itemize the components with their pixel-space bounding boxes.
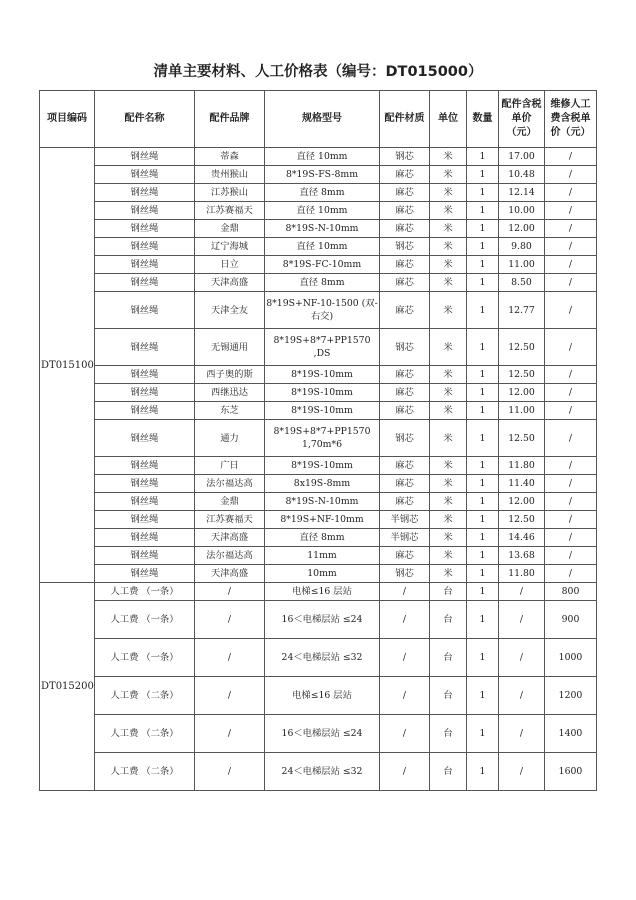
part-name-cell: 钢丝绳	[95, 565, 195, 583]
header-part-name: 配件名称	[95, 91, 195, 148]
table-row	[40, 639, 597, 677]
header-labor-price: 维修人工费含税单价（元）	[545, 91, 597, 148]
material-cell: 钢芯	[380, 148, 430, 166]
brand-cell: 西子奥的斯	[195, 366, 265, 384]
part-name-cell: 钢丝绳	[95, 184, 195, 202]
table-row	[40, 184, 597, 202]
unit-cell: 米	[430, 493, 467, 511]
table-body	[40, 148, 597, 791]
spec-cell: 16＜电梯层站 ≤24	[265, 601, 380, 639]
part-price-cell: /	[499, 601, 545, 639]
qty-cell: 1	[467, 511, 499, 529]
qty-cell: 1	[467, 547, 499, 565]
labor-price-cell: /	[545, 475, 597, 493]
unit-cell: 米	[430, 148, 467, 166]
qty-cell: 1	[467, 184, 499, 202]
part-name-cell: 钢丝绳	[95, 547, 195, 565]
table-row	[40, 529, 597, 547]
spec-cell: 直径 8mm	[265, 184, 380, 202]
brand-cell: 法尔福达高	[195, 475, 265, 493]
unit-cell: 米	[430, 202, 467, 220]
brand-cell: 无锡通用	[195, 329, 265, 366]
unit-cell: 米	[430, 420, 467, 457]
brand-cell: 天津全友	[195, 292, 265, 329]
spec-cell: 8*19S-N-10mm	[265, 493, 380, 511]
labor-price-cell: /	[545, 329, 597, 366]
header-unit: 单位	[430, 91, 467, 148]
part-name-cell: 钢丝绳	[95, 457, 195, 475]
labor-price-cell: /	[545, 202, 597, 220]
labor-price-cell: /	[545, 166, 597, 184]
spec-cell: 8x19S-8mm	[265, 475, 380, 493]
unit-cell: 米	[430, 274, 467, 292]
brand-cell: 金鼎	[195, 493, 265, 511]
part-name-cell: 钢丝绳	[95, 202, 195, 220]
brand-cell: 金鼎	[195, 220, 265, 238]
part-price-cell: 11.00	[499, 402, 545, 420]
qty-cell: 1	[467, 366, 499, 384]
part-name-cell: 钢丝绳	[95, 148, 195, 166]
unit-cell: 台	[430, 601, 467, 639]
qty-cell: 1	[467, 475, 499, 493]
brand-cell: /	[195, 639, 265, 677]
spec-cell: 8*19S+NF-10mm	[265, 511, 380, 529]
labor-price-cell: /	[545, 457, 597, 475]
part-name-cell: 钢丝绳	[95, 329, 195, 366]
material-cell: 麻芯	[380, 475, 430, 493]
table-row	[40, 402, 597, 420]
part-name-cell: 钢丝绳	[95, 420, 195, 457]
brand-cell: 蒂森	[195, 148, 265, 166]
labor-price-cell: /	[545, 384, 597, 402]
material-cell: 麻芯	[380, 184, 430, 202]
spec-cell: 24＜电梯层站 ≤32	[265, 639, 380, 677]
part-price-cell: 12.50	[499, 366, 545, 384]
unit-cell: 台	[430, 715, 467, 753]
part-name-cell: 钢丝绳	[95, 220, 195, 238]
material-cell: /	[380, 639, 430, 677]
unit-cell: 米	[430, 184, 467, 202]
item-code-cell: DT015100	[40, 148, 95, 583]
unit-cell: 米	[430, 220, 467, 238]
table-row	[40, 256, 597, 274]
material-cell: 麻芯	[380, 402, 430, 420]
unit-cell: 米	[430, 366, 467, 384]
unit-cell: 米	[430, 166, 467, 184]
spec-cell: 8*19S+NF-10-1500 (双-右交)	[265, 292, 380, 329]
labor-price-cell: /	[545, 256, 597, 274]
material-cell: 麻芯	[380, 457, 430, 475]
part-name-cell: 钢丝绳	[95, 256, 195, 274]
brand-cell: 辽宁海城	[195, 238, 265, 256]
table-row	[40, 547, 597, 565]
qty-cell: 1	[467, 420, 499, 457]
qty-cell: 1	[467, 148, 499, 166]
qty-cell: 1	[467, 274, 499, 292]
labor-price-cell: /	[545, 238, 597, 256]
header-material: 配件材质	[380, 91, 430, 148]
unit-cell: 台	[430, 677, 467, 715]
material-cell: 钢芯	[380, 238, 430, 256]
labor-price-cell: /	[545, 274, 597, 292]
labor-price-cell: /	[545, 366, 597, 384]
brand-cell: 西继迅达	[195, 384, 265, 402]
brand-cell: /	[195, 677, 265, 715]
part-name-cell: 人工费 （一条）	[95, 639, 195, 677]
table-row	[40, 511, 597, 529]
spec-cell: 电梯≤16 层站	[265, 583, 380, 601]
unit-cell: 米	[430, 292, 467, 329]
spec-cell: 8*19S+8*7+PP1570 1,70m*6	[265, 420, 380, 457]
material-cell: 麻芯	[380, 274, 430, 292]
labor-price-cell: /	[545, 292, 597, 329]
unit-cell: 米	[430, 475, 467, 493]
spec-cell: 直径 8mm	[265, 274, 380, 292]
material-cell: 麻芯	[380, 292, 430, 329]
material-cell: 麻芯	[380, 366, 430, 384]
spec-cell: 电梯≤16 层站	[265, 677, 380, 715]
part-name-cell: 钢丝绳	[95, 493, 195, 511]
spec-cell: 直径 10mm	[265, 148, 380, 166]
brand-cell: 法尔福达高	[195, 547, 265, 565]
unit-cell: 米	[430, 457, 467, 475]
part-price-cell: 11.00	[499, 256, 545, 274]
table-row	[40, 457, 597, 475]
labor-price-cell: /	[545, 148, 597, 166]
qty-cell: 1	[467, 715, 499, 753]
brand-cell: 东芝	[195, 402, 265, 420]
brand-cell: /	[195, 715, 265, 753]
brand-cell: 广日	[195, 457, 265, 475]
part-price-cell: 12.00	[499, 384, 545, 402]
qty-cell: 1	[467, 329, 499, 366]
qty-cell: 1	[467, 238, 499, 256]
material-cell: 麻芯	[380, 166, 430, 184]
part-name-cell: 钢丝绳	[95, 402, 195, 420]
labor-price-cell: /	[545, 547, 597, 565]
qty-cell: 1	[467, 601, 499, 639]
part-name-cell: 钢丝绳	[95, 529, 195, 547]
qty-cell: 1	[467, 457, 499, 475]
part-name-cell: 钢丝绳	[95, 238, 195, 256]
qty-cell: 1	[467, 493, 499, 511]
labor-price-cell: /	[545, 493, 597, 511]
part-name-cell: 人工费 （一条）	[95, 583, 195, 601]
spec-cell: 8*19S-10mm	[265, 457, 380, 475]
part-name-cell: 人工费 （二条）	[95, 715, 195, 753]
part-price-cell: /	[499, 583, 545, 601]
unit-cell: 米	[430, 329, 467, 366]
qty-cell: 1	[467, 384, 499, 402]
part-name-cell: 钢丝绳	[95, 274, 195, 292]
brand-cell: /	[195, 583, 265, 601]
part-name-cell: 钢丝绳	[95, 292, 195, 329]
labor-price-cell: 1400	[545, 715, 597, 753]
qty-cell: 1	[467, 677, 499, 715]
material-cell: 钢芯	[380, 565, 430, 583]
labor-price-cell: /	[545, 529, 597, 547]
table-row	[40, 565, 597, 583]
part-name-cell: 人工费 （二条）	[95, 753, 195, 791]
spec-cell: 11mm	[265, 547, 380, 565]
spec-cell: 8*19S+8*7+PP1570 ,DS	[265, 329, 380, 366]
qty-cell: 1	[467, 529, 499, 547]
table-row	[40, 292, 597, 329]
unit-cell: 台	[430, 753, 467, 791]
table-row	[40, 366, 597, 384]
brand-cell: 通力	[195, 420, 265, 457]
part-price-cell: /	[499, 753, 545, 791]
qty-cell: 1	[467, 166, 499, 184]
qty-cell: 1	[467, 256, 499, 274]
labor-price-cell: /	[545, 184, 597, 202]
labor-price-cell: /	[545, 402, 597, 420]
material-cell: /	[380, 583, 430, 601]
part-price-cell: 11.80	[499, 565, 545, 583]
brand-cell: 江苏赛福天	[195, 202, 265, 220]
material-cell: 麻芯	[380, 384, 430, 402]
material-cell: 半钢芯	[380, 511, 430, 529]
qty-cell: 1	[467, 202, 499, 220]
material-cell: 钢芯	[380, 329, 430, 366]
labor-price-cell: /	[545, 220, 597, 238]
qty-cell: 1	[467, 565, 499, 583]
table-row	[40, 202, 597, 220]
unit-cell: 台	[430, 639, 467, 677]
brand-cell: 日立	[195, 256, 265, 274]
brand-cell: 江苏赛福天	[195, 511, 265, 529]
table-row	[40, 601, 597, 639]
part-price-cell: 8.50	[499, 274, 545, 292]
labor-price-cell: /	[545, 511, 597, 529]
unit-cell: 米	[430, 511, 467, 529]
material-cell: 麻芯	[380, 547, 430, 565]
part-name-cell: 人工费 （一条）	[95, 601, 195, 639]
spec-cell: 8*19S-10mm	[265, 366, 380, 384]
qty-cell: 1	[467, 220, 499, 238]
brand-cell: /	[195, 601, 265, 639]
part-price-cell: 13.68	[499, 547, 545, 565]
material-cell: 麻芯	[380, 256, 430, 274]
part-name-cell: 钢丝绳	[95, 166, 195, 184]
unit-cell: 米	[430, 256, 467, 274]
table-row	[40, 384, 597, 402]
table-row	[40, 329, 597, 366]
table-row	[40, 475, 597, 493]
part-name-cell: 钢丝绳	[95, 511, 195, 529]
qty-cell: 1	[467, 639, 499, 677]
unit-cell: 米	[430, 529, 467, 547]
table-row	[40, 148, 597, 166]
part-price-cell: 11.80	[499, 457, 545, 475]
qty-cell: 1	[467, 292, 499, 329]
spec-cell: 16＜电梯层站 ≤24	[265, 715, 380, 753]
part-price-cell: 12.50	[499, 420, 545, 457]
brand-cell: 天津高盛	[195, 529, 265, 547]
part-name-cell: 钢丝绳	[95, 384, 195, 402]
item-code-cell: DT015200	[40, 583, 95, 791]
part-price-cell: 12.77	[499, 292, 545, 329]
part-price-cell: 12.00	[499, 220, 545, 238]
spec-cell: 8*19S-10mm	[265, 384, 380, 402]
spec-cell: 8*19S-N-10mm	[265, 220, 380, 238]
spec-cell: 直径 8mm	[265, 529, 380, 547]
brand-cell: 天津高盛	[195, 565, 265, 583]
spec-cell: 8*19S-10mm	[265, 402, 380, 420]
part-price-cell: 12.14	[499, 184, 545, 202]
part-price-cell: 17.00	[499, 148, 545, 166]
labor-price-cell: 800	[545, 583, 597, 601]
labor-price-cell: 900	[545, 601, 597, 639]
labor-price-cell: /	[545, 565, 597, 583]
labor-price-cell: 1600	[545, 753, 597, 791]
part-price-cell: /	[499, 715, 545, 753]
material-cell: 麻芯	[380, 202, 430, 220]
price-table	[39, 90, 597, 791]
material-cell: 钢芯	[380, 420, 430, 457]
table-header-row	[40, 91, 597, 148]
qty-cell: 1	[467, 753, 499, 791]
qty-cell: 1	[467, 583, 499, 601]
table-row	[40, 420, 597, 457]
labor-price-cell: 1200	[545, 677, 597, 715]
page-title: 清单主要材料、人工价格表（编号：DT015000）	[153, 64, 483, 80]
unit-cell: 米	[430, 384, 467, 402]
material-cell: 麻芯	[380, 493, 430, 511]
part-name-cell: 钢丝绳	[95, 475, 195, 493]
part-price-cell: 12.50	[499, 329, 545, 366]
brand-cell: 江苏猴山	[195, 184, 265, 202]
header-qty: 数量	[467, 91, 499, 148]
part-price-cell: 10.00	[499, 202, 545, 220]
part-price-cell: 14.46	[499, 529, 545, 547]
part-price-cell: 9.80	[499, 238, 545, 256]
unit-cell: 米	[430, 565, 467, 583]
spec-cell: 10mm	[265, 565, 380, 583]
header-spec: 规格型号	[265, 91, 380, 148]
spec-cell: 直径 10mm	[265, 202, 380, 220]
spec-cell: 8*19S-FC-10mm	[265, 256, 380, 274]
brand-cell: /	[195, 753, 265, 791]
table-row	[40, 166, 597, 184]
material-cell: /	[380, 715, 430, 753]
part-price-cell: /	[499, 677, 545, 715]
labor-price-cell: /	[545, 420, 597, 457]
part-name-cell: 钢丝绳	[95, 366, 195, 384]
table-row	[40, 274, 597, 292]
part-price-cell: 11.40	[499, 475, 545, 493]
table-row	[40, 220, 597, 238]
part-price-cell: 10.48	[499, 166, 545, 184]
unit-cell: 米	[430, 547, 467, 565]
part-price-cell: 12.00	[499, 493, 545, 511]
table-row	[40, 583, 597, 601]
header-brand: 配件品牌	[195, 91, 265, 148]
spec-cell: 8*19S-FS-8mm	[265, 166, 380, 184]
spec-cell: 24＜电梯层站 ≤32	[265, 753, 380, 791]
material-cell: 麻芯	[380, 220, 430, 238]
part-name-cell: 人工费 （二条）	[95, 677, 195, 715]
unit-cell: 米	[430, 238, 467, 256]
material-cell: /	[380, 677, 430, 715]
brand-cell: 天津高盛	[195, 274, 265, 292]
labor-price-cell: 1000	[545, 639, 597, 677]
unit-cell: 米	[430, 402, 467, 420]
table-row	[40, 715, 597, 753]
header-part-price: 配件含税单价（元）	[499, 91, 545, 148]
material-cell: 半钢芯	[380, 529, 430, 547]
table-row	[40, 677, 597, 715]
material-cell: /	[380, 753, 430, 791]
part-price-cell: /	[499, 639, 545, 677]
qty-cell: 1	[467, 402, 499, 420]
header-item-code: 项目编码	[40, 91, 95, 148]
unit-cell: 台	[430, 583, 467, 601]
table-row	[40, 493, 597, 511]
table-row	[40, 753, 597, 791]
spec-cell: 直径 10mm	[265, 238, 380, 256]
part-price-cell: 12.50	[499, 511, 545, 529]
material-cell: /	[380, 601, 430, 639]
brand-cell: 贵州猴山	[195, 166, 265, 184]
table-row	[40, 238, 597, 256]
